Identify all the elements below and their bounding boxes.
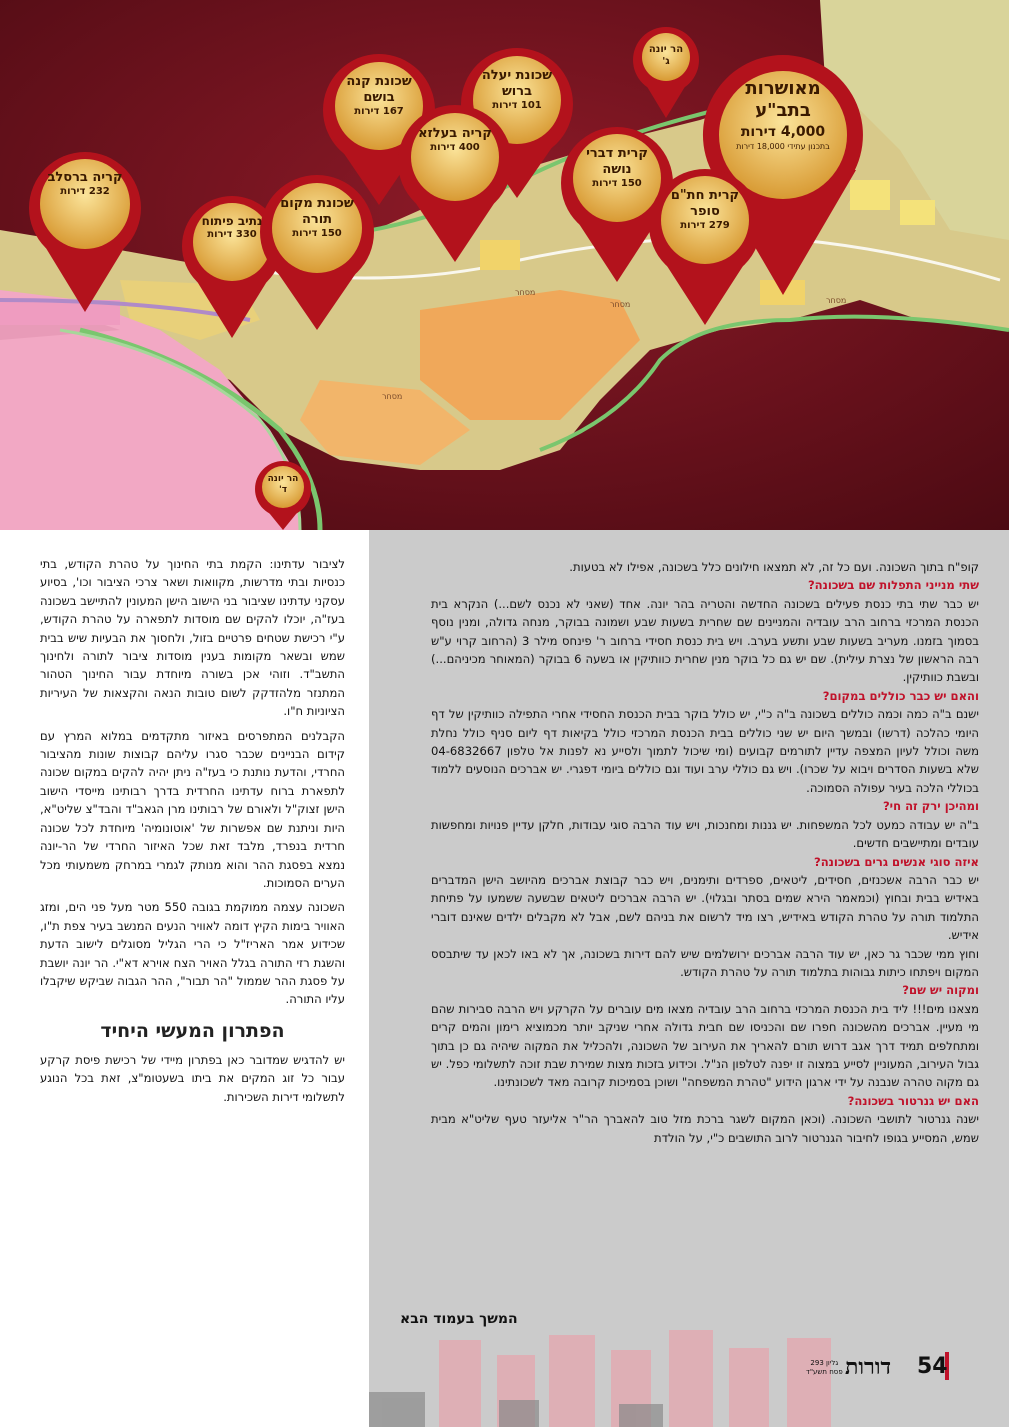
pin-units: 150 דירות	[292, 228, 342, 239]
question-heading: האם יש גנרטור בשכונה?	[847, 1093, 979, 1108]
pin-units: 279 דירות	[680, 220, 730, 231]
pin-title: הר יונה ג'	[648, 44, 684, 67]
paragraph: ב"ה יש עבודה כמעט לכל המשפחות. יש גננות ומחנכות, ויש עוד הרבה סוגי עבודות, חלקן עדיין פנויות ומחפשות עובדים ומתיישבים חדשים.	[431, 817, 979, 851]
paragraph: ישנה גנרטור לתושבי השכונה. (וכאן המקום לשגר ברכת מזל טוב להאברך הר"ר אליעזר טעף שליט"א מבית שמש, המסייע בגופו לחיבור הגנרטור לרוב התושבים כ"י, על הולדת	[431, 1112, 979, 1145]
pin-subtitle: בתכנון עתידי 18,000 דירות	[736, 142, 830, 151]
paragraph: השכונה עצמה ממוקמת בגובה 550 מטר מעל פני הים, ומזג האוויר בימות הקיץ דומה לאוויר הנעים המנשב בעיר צפת ת"ו, שכידוע אמר האריז"ל כי הרי הגליל מסוגלים לישוב הדעת והשגת רזי התורה בגלל האויר הצח אוירא דא"י. הר יונה יושבת על פסגת ההר שממול "הר תבור", ההר הגבוה שביקש שיקבלו עליו התורה.	[40, 900, 345, 1007]
pin-units: 150 דירות	[592, 178, 642, 189]
question-heading: איזה סוגי אנשים גרים בשכונה?	[813, 854, 979, 869]
map-label: מסחר	[382, 392, 403, 401]
pin-har-yona-d	[263, 474, 303, 496]
pin-units: 400 דירות	[430, 142, 480, 153]
issue-date: פסח תשע"ד	[806, 1368, 843, 1376]
pin-title: נתיב פיתוח	[201, 214, 263, 228]
paragraph: יש כבר שתי בתי כנסת פעילים בשכונה החדשה והטריה בהר יונה. אחד (שאני לא נכנס לשם...) הנקרא בית הכנסת המרכזי ברחוב הרב עובדיה והמניינים שם שחרית בשעות שבע ושמונה בבוקר, מנחה גדולה, ומנין נוסף בסמוך בזמנו. מעריב בשעות שבע ותשע בערב. ויש בית כנסת חסידי ברחוב ר' פינחס מילר 3 (הרחוב קרוי ע"ש רבה הראשון של נצרת עילית). שם יש גם כל בוקר מנין שחרית כוותיקין או בשעה 6 בבוקר (המאוחר מכיניהם...) ובשבת כוותיקין.	[431, 596, 979, 685]
neighborhood-map	[0, 0, 1009, 530]
map-label: מסחר	[515, 288, 536, 297]
question-heading: והאם יש כבר כוללים במקום?	[822, 688, 979, 703]
paragraph: לציבור עדתינו: הקמת בתי החינוך על טהרת הקודש, בתי כנסיות ובתי מדרשות, מקוואות ושאר צרכי הציבור וכו', בסיוע עסקני עדתינו שציבור בני הישוב הישן המעונין להתיישב בשכונה בעז"ה, יוכלו להקים שם מוסדות לתפארה על טהרת הקודש, ע"י רכישת שטחים פרטיים בזול, ולחסוך את הבעיות שיש בבית שמש ובשאר מקומות בענין מוסדות ציבור לתורה ולחינוך התשב"ד. וזוהי אכן בשורה מיוחדת עבור החינוך הטהור המתנזר מלהזדקק לשום טובות הנאה והקצאות של העיריות הציוניות ח"ו.	[40, 557, 345, 719]
pin-hatam-sofer	[666, 188, 744, 232]
issue-number: גליון 293	[810, 1359, 839, 1367]
pin-units: 4,000 דירות	[740, 124, 826, 140]
pin-title: קריה ברסלב	[47, 170, 123, 185]
paragraph: יש להדגיש שמדובר כאן בפתרון מיידי של רכישת פיסת קרקע עבור כל זוג המקים את ביתו בשעטומ"צ, זאת בכל הנוגע לתשלומי דירות השכירות.	[40, 1052, 345, 1104]
pin-netiv-pituach	[198, 214, 266, 241]
pin-title: שכונת קנה בושם	[346, 74, 412, 105]
pin-kne-bosem	[340, 74, 418, 118]
pin-units: 232 דירות	[60, 186, 110, 197]
pin-units: 330 דירות	[207, 229, 257, 240]
pin-title: קרית חת"ם סופר	[670, 188, 740, 219]
map-label: מסחר	[610, 300, 631, 309]
paragraph: וחוץ ממי שכבר גר כאן, יש עוד הרבה אברכים ירושלמים שיש להם דירות בשכונה, אך לא באו לכאן עד שיתבסס המקום ויפתחו כיתות גבוהות בתלמוד תורה על טהרת הקודש.	[431, 946, 979, 979]
paragraph: ישנם ב"ה כמה וכמה כוללים בשכונה ב"ה כ"י, יש כולל בוקר בבית הכנסת החסידי אחרי התפילה כוותיקין של דף היומי כהלכה (דרשו) ובמשך היום יש שני כוללים בבית הכנסת המרכזי כולל בקיאות דף ליום סניף כולל נחלת משה וכולל לעיון המצפה עדיין לתורמים קבועים (ומי שיכול לתמוך ולסייע נא לפנות אל טלפון 04-6832667 שלא בשעות הסדרים ויבוא על שכרו). ויש גם כוללי ערב ועוד וגם כוללים ביומי דפגרי. יש אברכים הנוסעים ללמוד בכוללי הלכה בעיר עפולה הסמוכה.	[431, 707, 979, 795]
page-number: 54	[917, 1354, 948, 1379]
question-heading: ומהיכן ירק זה חי?	[882, 799, 979, 814]
pin-title: שכונת מקום תורה	[280, 196, 354, 227]
continued-note: המשך בעמוד הבא	[400, 1311, 518, 1327]
question-heading: שתי מנייני התפלות שם בשכונה?	[807, 578, 979, 593]
pin-title: הר יונה ד'	[267, 474, 299, 495]
pin-belz	[416, 126, 494, 154]
pin-divrei-noshe	[578, 146, 656, 190]
pin-approved-plan	[727, 78, 839, 152]
issue-info	[806, 1359, 843, 1377]
magazine-name: דורות	[845, 1354, 892, 1380]
paragraph: יש כבר הרבה אשכנזים, חסידים, ליטאים, ספרדים ותימנים, ויש כבר קבוצת אברכים מהיושב הישן המדברים באידיש בבית ובחוץ (וכמאמר הירא שמים בסתר ובגלוי). יש הרבה אברכים ליטאים שבשעה ששמעו על פתיחת התלמוד תורה על טהרת הקודש באידיש, רצו מיד לרשום את בניהם לשם, אבל לא מקבלים ילדים שאינם דוברי אידיש.	[431, 872, 979, 943]
pin-title: קרית דברי נושה	[586, 146, 648, 177]
paragraph: קופ"ח בתוך השכונה. ועם כל זה, לא תמצאו חילונים כלל בשכונה, אפילו לא בטעות.	[569, 560, 979, 574]
pin-mekom-tora	[278, 196, 356, 240]
question-heading: ומקוה יש שם?	[902, 983, 979, 998]
pin-breslev	[46, 170, 124, 198]
map-label: מסחר	[826, 296, 847, 305]
pin-title: קריה בעלזא	[418, 126, 492, 141]
right-article-column	[369, 530, 1009, 1427]
pin-yaale-brosh	[478, 68, 556, 112]
paragraph: הקבלנים המתפרסים באיזור מתקדמים במלוא המרץ עם קידום הבניינים שכבר סגרו עליהם קבוצות שונות מהציבור החרדי, והדעת נותנת כי בעז"ה ניתן יהיה להקים במקום שכונה לתפארת ברוח עדתינו החרדית בדרך רבותינו מייסדי הישוב הישן זצוק"ל ולאורם של רבותינו מרן הגאב"ד והבד"צ שליט"א, היות וניתנת שם אפשרות של 'אוטונומיה' מיוחדת לכל שכונה חרדית בנפרד, מלבד זאת שכל האיזור החרדי של הר-יונה נמצא בפסגת ההר והוא מנותק לגמרי במרחק משמעותי מכל הערים הסמוכות.	[40, 728, 345, 890]
left-article-column	[40, 555, 345, 1112]
pin-title: מאושרות בתב"ע	[745, 78, 821, 121]
section-title: הפתרון המעשי היחיד	[100, 1019, 285, 1042]
pin-units: 167 דירות	[354, 106, 404, 117]
qa-article	[431, 558, 979, 1147]
pin-har-yona-g	[644, 44, 688, 68]
paragraph: מצאנו מים!!! ליד בית הכנסת המרכזי ברחוב הרב עובדיה מצאו מים עוברים על הקרקע ויש הרבה סבירות שהם מי מעיין. אברכים מהשכונה חפרו שם והכניסו שם חבית גדולה אחרי שניקב יותר מכמוציא רימון והמים קרים ומתחלפים תמיד דרך אגב דרוש תורם להאריך את העירוב של השכונה, ולהכליל את המקוה שיהיה גם כן בתוך גבול העירוב, המעוניין לסייע במצוה זו יפנה לטלפון הנ"ל. וכידוע בזכות מצות שמירת שבת זוכה לתשלומי כפל. יש גם מקוה טהרה שנבנה על ידי ארגון הידוע "טהרת המשפחה" ושוכן בסמיכות קרובה מאד לשכונתינו.	[431, 1001, 979, 1090]
pin-units: 101 דירות	[492, 100, 542, 111]
pin-title: שכונת יעלה ברוש	[481, 68, 553, 99]
